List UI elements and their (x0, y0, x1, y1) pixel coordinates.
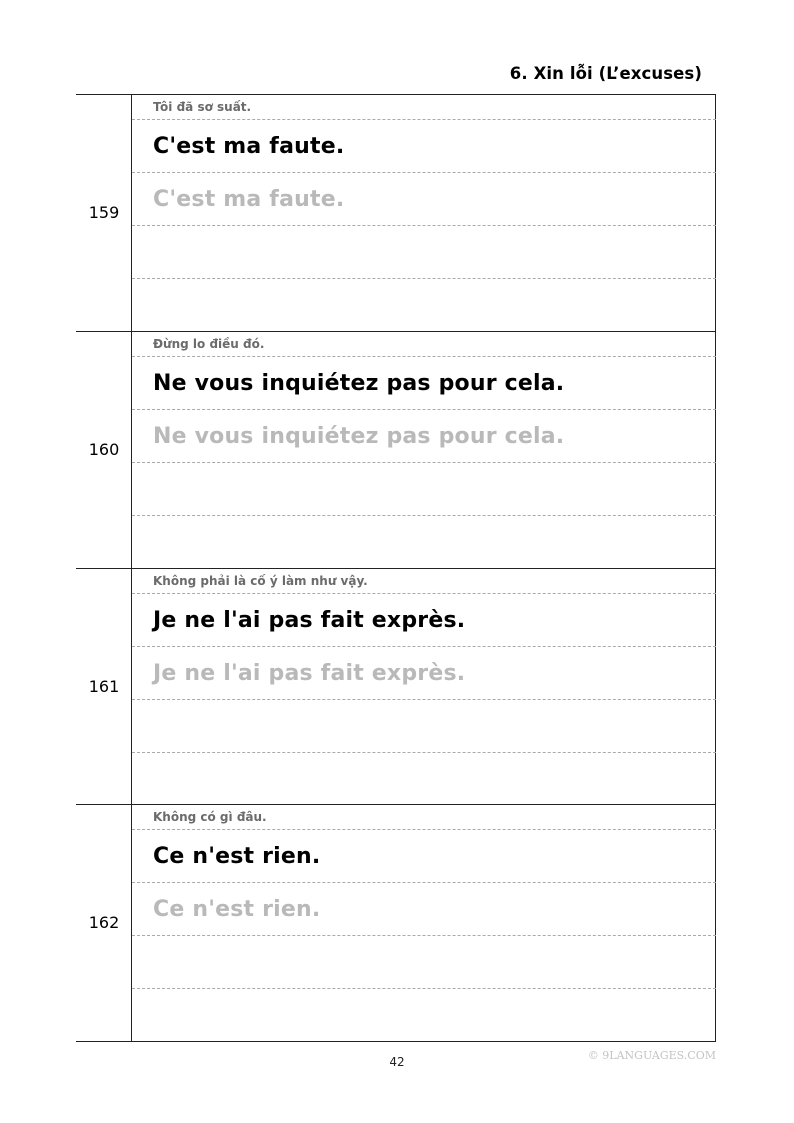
blank-writing-line (132, 463, 716, 516)
number-cell (76, 805, 132, 1041)
blank-writing-line (132, 700, 716, 753)
trace-row (132, 173, 716, 226)
practice-sheet (76, 94, 716, 1042)
vietnamese-hint: Tôi đã sơ suất. (153, 100, 252, 114)
writing-lines (132, 569, 716, 805)
example-row (132, 120, 716, 173)
french-sentence: C'est ma faute. (153, 134, 345, 159)
vietnamese-hint: Không có gì đâu. (153, 810, 267, 824)
practice-block (76, 568, 716, 805)
blank-writing-line (132, 516, 716, 569)
hint-row (132, 569, 716, 594)
blank-writing-line (132, 936, 716, 989)
vietnamese-hint: Không phải là cố ý làm như vậy. (153, 574, 368, 588)
writing-lines (132, 332, 716, 568)
entry-number: 161 (88, 677, 120, 696)
trace-sentence: Ne vous inquiétez pas pour cela. (153, 424, 565, 449)
blank-writing-line (132, 279, 716, 332)
example-row (132, 594, 716, 647)
hint-row (132, 805, 716, 830)
practice-block (76, 331, 716, 568)
page-number: 42 (389, 1055, 405, 1069)
number-cell (76, 332, 132, 568)
entry-number: 162 (88, 913, 120, 932)
hint-row (132, 332, 716, 357)
trace-row (132, 410, 716, 463)
example-row (132, 830, 716, 883)
copyright-watermark: © 9LANGUAGES.COM (587, 1049, 716, 1062)
section-title: 6. Xin lỗi (L’excuses) (509, 64, 702, 83)
blank-writing-line (132, 989, 716, 1042)
number-cell (76, 569, 132, 805)
french-sentence: Ne vous inquiétez pas pour cela. (153, 371, 565, 396)
french-sentence: Je ne l'ai pas fait exprès. (153, 608, 466, 633)
trace-sentence: Je ne l'ai pas fait exprès. (153, 661, 466, 686)
practice-block (76, 95, 716, 332)
trace-row (132, 647, 716, 700)
vietnamese-hint: Đừng lo điều đó. (153, 337, 265, 351)
hint-row (132, 95, 716, 120)
entry-number: 160 (88, 440, 120, 459)
trace-sentence: C'est ma faute. (153, 187, 345, 212)
number-cell (76, 95, 132, 332)
french-sentence: Ce n'est rien. (153, 844, 321, 869)
blank-writing-line (132, 226, 716, 279)
example-row (132, 357, 716, 410)
writing-lines (132, 95, 716, 332)
trace-row (132, 883, 716, 936)
practice-block (76, 804, 716, 1041)
blank-writing-line (132, 753, 716, 806)
writing-lines (132, 805, 716, 1041)
trace-sentence: Ce n'est rien. (153, 897, 321, 922)
entry-number: 159 (88, 203, 120, 222)
